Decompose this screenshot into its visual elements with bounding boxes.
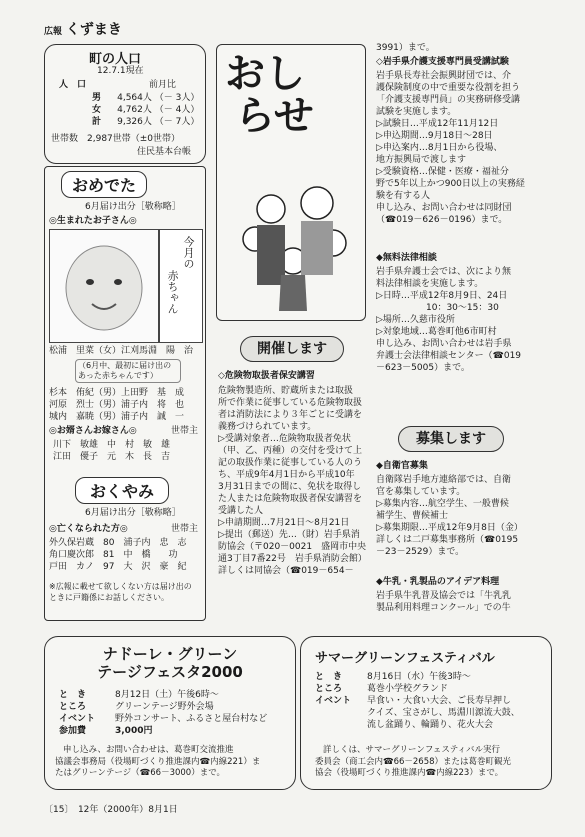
footer: 〔15〕 12年（2000年）8月1日 <box>44 805 178 815</box>
header-prefix: 広報 <box>44 27 63 37</box>
list-item: 江田 優子 元 木 長 吉 <box>53 452 171 462</box>
nadore-rows: と き 8月12日（土）午後6時～ ところ グリーンテージ野外会場 イベント 野外コンサート、ふるさと屋台村など 参加費 3,000円 <box>59 690 268 736</box>
population-label: 人 口 <box>59 80 87 90</box>
family-illustration <box>237 175 357 315</box>
babies-label: ◎生まれたお子さん◎ <box>49 216 137 226</box>
oshirase-title: おし らせ <box>225 51 314 139</box>
baby-note: （6月中、最初に届け出のあった赤ちゃんです） <box>75 359 181 383</box>
okuyami-note: 6月届け出分［敬称略］ <box>85 508 181 518</box>
photo-caption2: 赤ちゃん <box>166 270 179 314</box>
milk-body: 岩手県牛乳普及協会では「牛乳乳 製品利用料理コンクール」での牛 <box>376 591 512 613</box>
population-households: 世帯数 2,987世帯（±0世帯） <box>51 134 181 144</box>
milk-title: ◆牛乳・乳製品のアイデア料理 <box>376 577 500 587</box>
marriage-label: ◎お婿さんお嫁さん◎ <box>49 426 137 436</box>
kaisai-item-title: ◇危険物取扱者保安講習 <box>218 371 315 381</box>
kaigo-title: ◇岩手県介護支援専門員受講試験 <box>376 57 509 67</box>
marriages-list <box>53 439 170 463</box>
summer-title: サマーグリーンフェスティバル <box>315 651 495 666</box>
baby-entry: 松浦 里菜（女）江刈馬淵 陽 治 <box>49 346 194 356</box>
houritsu-title: ◆無料法律相談 <box>376 253 437 263</box>
header-title: くずまき <box>65 22 122 38</box>
nadore-note: 申し込み、お問い合わせは、葛巻町交流推進 協議会事務局（役場町づくり推進課内☎内線221）ま たはグリーンテージ（☎66－3000）まで。 <box>55 745 261 778</box>
baby-face-image <box>50 230 158 342</box>
list-item: 杉本 侑紀（男）上田野 基 成 <box>49 388 185 398</box>
population-title: 町の人口 <box>89 52 142 67</box>
population-date: 12.7.1現在 <box>97 66 144 76</box>
houritsu-body: 岩手県弁護士会では、次により無 料法律相談を実施します。 ▷日時…平成12年8月9日、24日 10：30～15：30 ▷場所…久慈市役所 ▷対象地域…葛巻町他6市町村 申し込み、お問い合わせは岩手県 弁護士会法律相談センター（☎019 －623－5005）まで。 <box>376 267 522 373</box>
okuyami-title: おくやみ <box>75 477 169 504</box>
summer-box <box>300 636 552 790</box>
list-item: 川下 敏雄 中 村 敏 雄 <box>53 440 171 450</box>
kaisai-body: 危険物製造所、貯蔵所または取扱 所で作業に従事している危険物取扱 者は消防法により３年ごとに受講を 義務づけられています。 ▷受講対象者…危険物取扱者免状 （甲、乙、丙種）の交付を受けて上 記の取扱作業に従事している人のう ち、平成9年4月1日から平成10年 3月31日までの間に、免状を取得し た人または危険物取扱者保安講習を 受講した人 ▷申請期間…7月21日～8月21日 ▷提出（郵送）先…（財）岩手県消 防協会（〒020－0021 盛岡市中央 通3丁目7番22号 岩手県消防会館） 詳しくは同協会（☎019－654－ <box>218 386 367 576</box>
population-source: 住民基本台帳 <box>137 147 192 157</box>
baby-photo <box>49 229 159 343</box>
okuyami-right-header: 世帯主 <box>171 524 199 534</box>
header <box>44 19 122 39</box>
deaths-list <box>49 537 186 573</box>
okuyami-label: ◎亡くなられた方◎ <box>49 524 128 534</box>
population-col-header: 前月比 <box>149 80 177 90</box>
nadore-title: ナドーレ・グリーン テージフェスタ2000 <box>97 645 243 681</box>
list-item: 城内 嘉暁（男）浦子内 誠 一 <box>49 412 185 422</box>
births-list <box>49 387 184 423</box>
list-item: 角口慶次郎 81 中 橋 功 <box>49 550 178 560</box>
list-item: 河原 烈士（男）浦子内 将 也 <box>49 400 185 410</box>
jieikan-title: ◆自衛官募集 <box>376 461 428 471</box>
omedeta-okuyami-box <box>44 166 206 621</box>
pop-row: 計 9,326人 （－ 7人） <box>91 117 200 127</box>
summer-note: 詳しくは、サマーグリーンフェスティバル実行 委員会（商工会内☎66－2658）または葛巻町観光 協会（役場町づくり推進課内☎内線223）まで。 <box>315 745 512 778</box>
population-rows <box>73 92 201 128</box>
photo-caption: 今月の <box>182 236 195 269</box>
population-box <box>44 44 206 164</box>
summer-rows: と き 8月16日（水）午後3時～ ところ 葛巻小学校グランド イベント 早食い・大食い大会、ご長寿早押し クイズ、宝さがし、馬淵川源流大鼓、 流し盆踊り、輪踊り、花火大会 <box>315 672 520 730</box>
pop-row: 女 4,762人 （－ 4人） <box>91 105 200 115</box>
oshirase-box <box>216 44 366 321</box>
kaigo-body: 岩手県長寿社会振興財団では、介 護保険制度の中で重要な役割を担う 「介護支援専門員」の実務研修受講 試験を実施します。 ▷試験日…平成12年11月12日 ▷申込期間…9月18日～28日 ▷申込案内…8月1日から役場、 地方振興局で渡します ▷受験資格…保健・医療・福祉分 野で5年以上かつ900日以上の実務経 験を有する人 申し込み、お問い合わせは同財団 （☎019－626－0196）まで。 <box>376 71 525 225</box>
omedeta-note: 6月届け出分［敬称略］ <box>85 202 181 212</box>
list-item: 外久保岩蔵 80 浦子内 忠 志 <box>49 538 187 548</box>
okuyami-footnote: ※広報に載せて欲しくない方は届け出の ときに戸籍係にお話しください。 <box>49 582 192 602</box>
list-item: 戸田 カノ 97 大 沢 豪 紀 <box>49 562 187 572</box>
nadore-box <box>44 636 296 790</box>
pop-row: 男 4,564人 （－ 3人） <box>91 93 200 103</box>
right-col-top: 3991）まで。 <box>376 43 435 53</box>
boshu-heading: 募集します <box>398 426 504 452</box>
marriage-right-header: 世帯主 <box>171 426 199 436</box>
omedeta-title: おめでた <box>61 171 147 198</box>
jieikan-body: 自衛隊岩手地方連絡部では、自衛 官を募集しています。 ▷募集内容…航空学生、一般曹候 補学生、曹候補士 ▷募集期限…平成12年9月8日（金） 詳しくは二戸募集事務所（☎0195 －23－2529）まで。 <box>376 475 523 557</box>
photo-caption-box <box>159 229 203 343</box>
kaisai-heading: 開催します <box>240 336 344 362</box>
